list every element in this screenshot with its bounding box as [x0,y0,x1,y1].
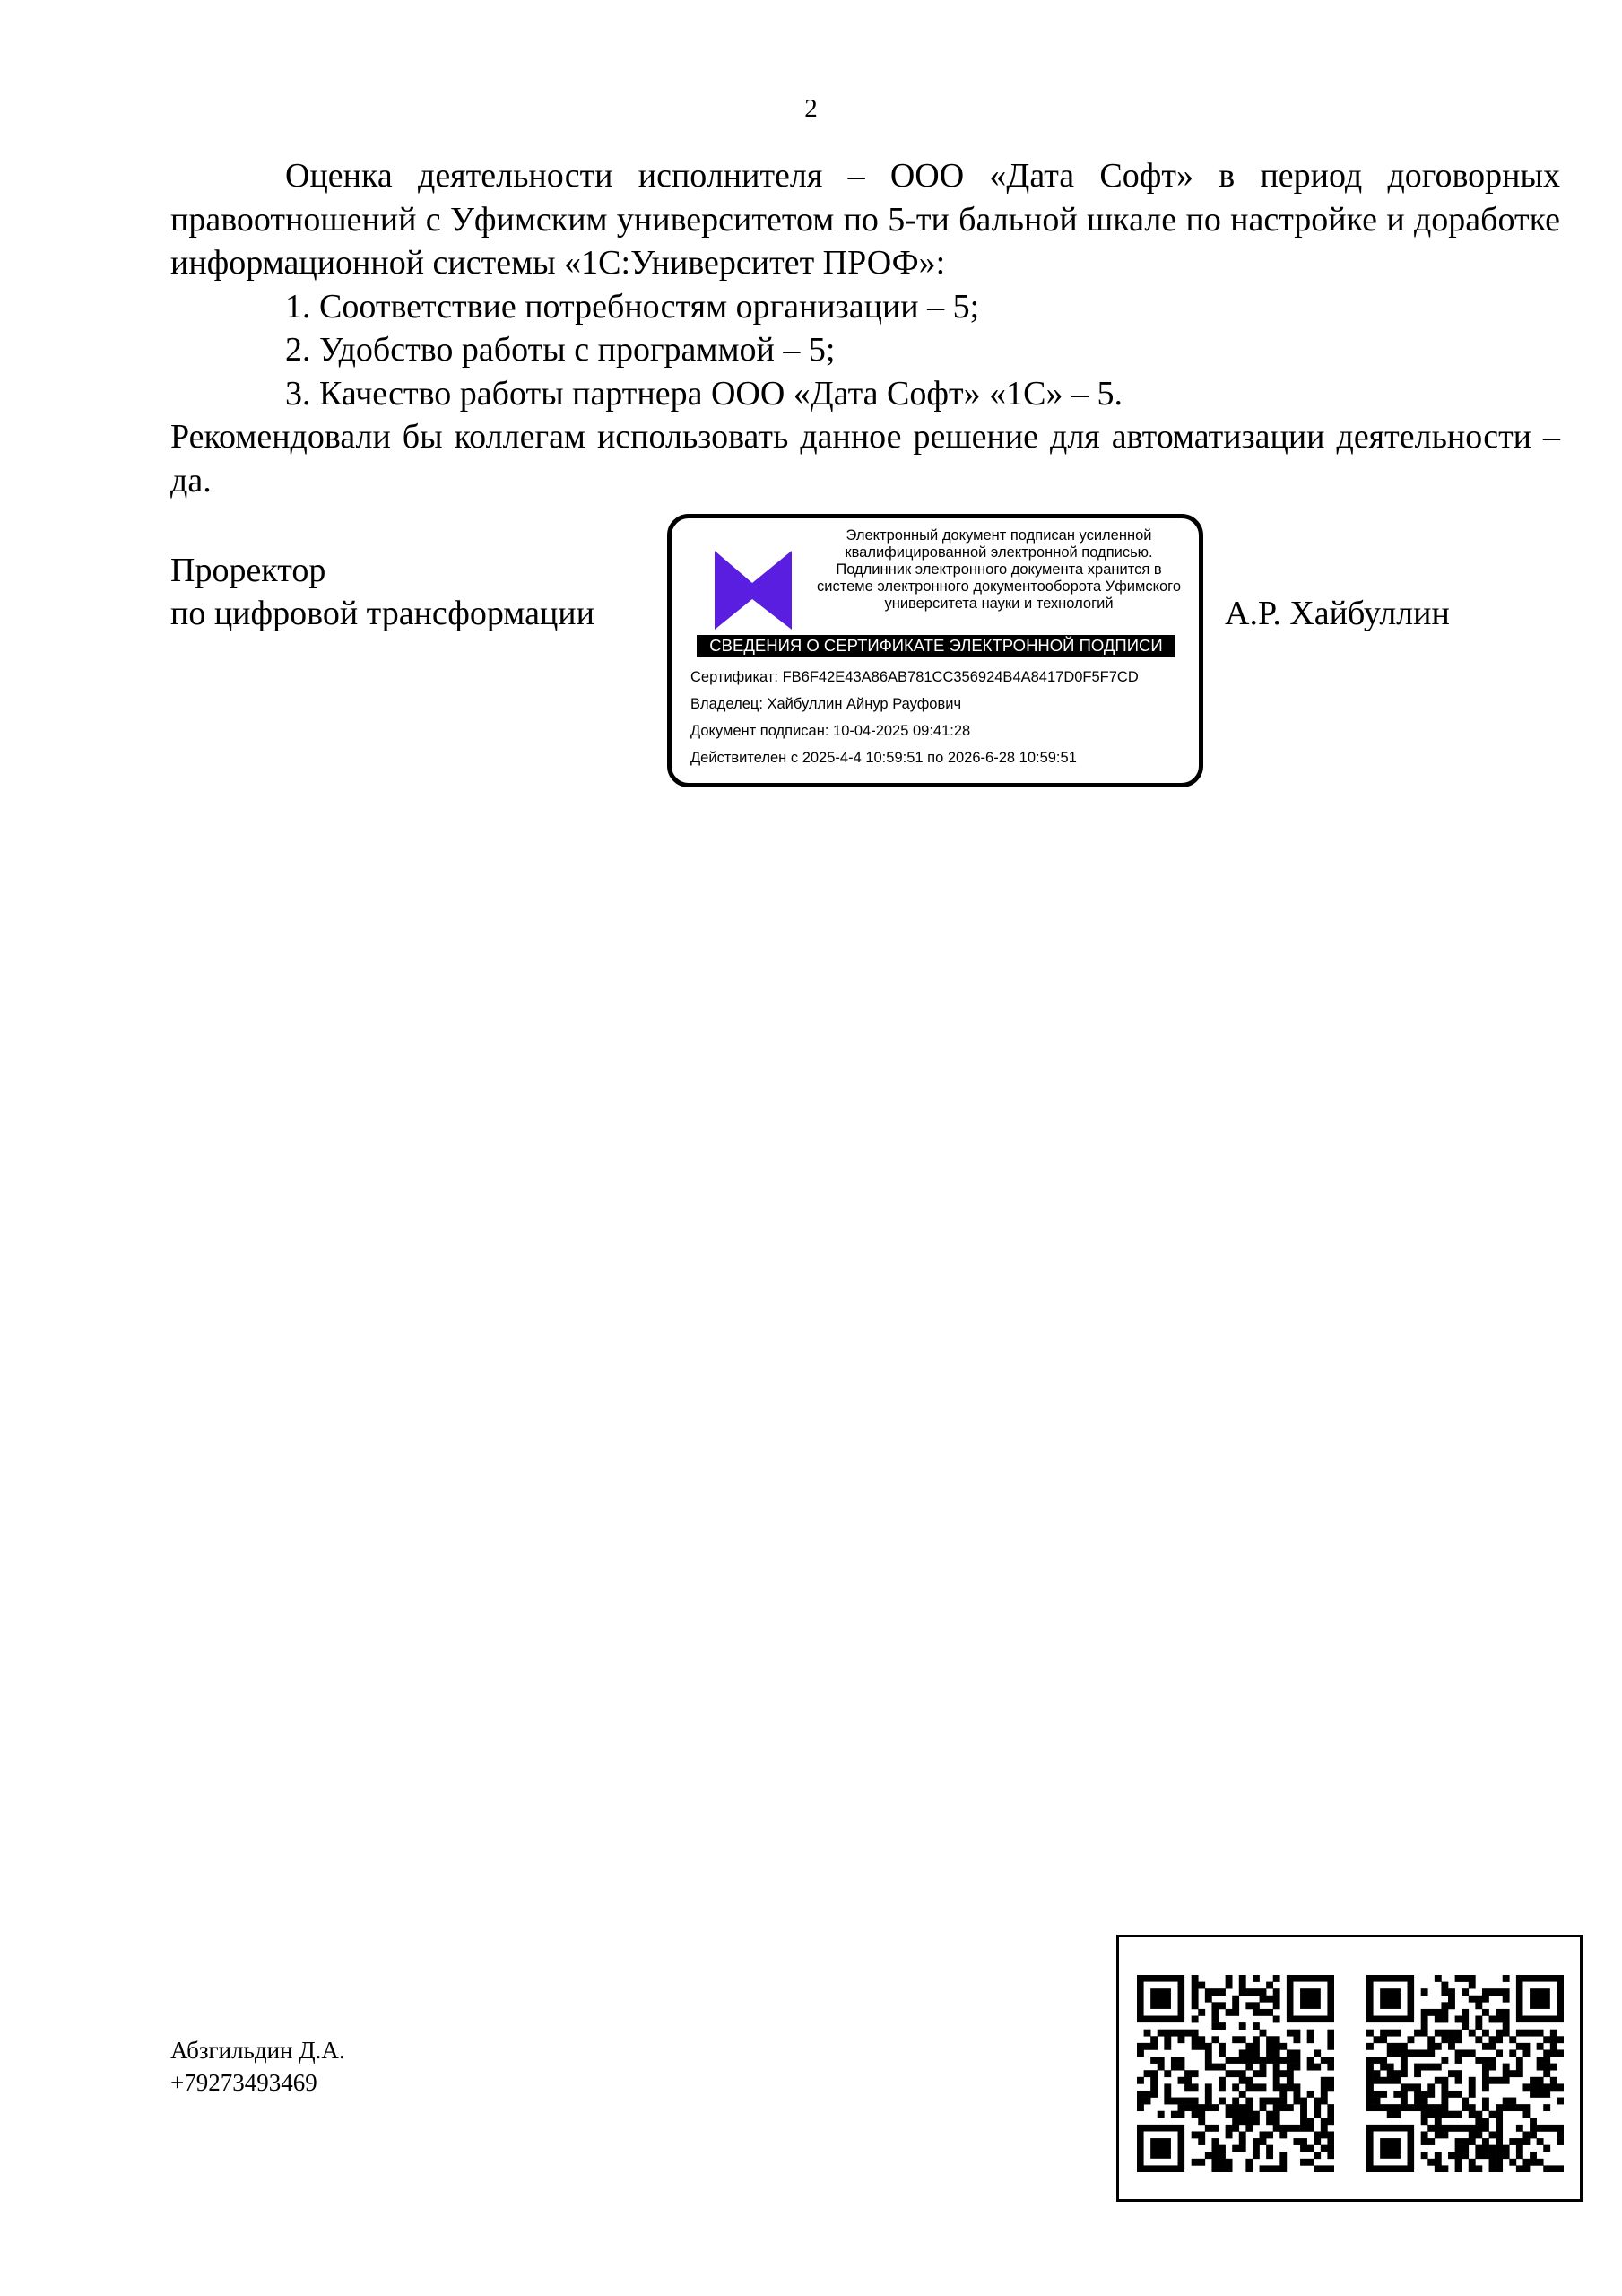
qr-code-icon [1137,1975,1334,2172]
stamp-note: Электронный документ подписан усиленной квалифицированной электронной подписью. Подлинник электронного документа хранится в системе электронного документооборота Уфимского университета науки и технологий [816,527,1182,612]
executor-phone: +79273493469 [170,2069,317,2096]
signer-title-line2: по цифровой трансформации [170,595,594,632]
qr-code-panel [1116,1935,1583,2202]
list-item: 2. Удобство работы с программой – 5; [285,331,836,369]
criteria-list [170,285,1560,416]
certificate-line: Сертификат: FB6F42E43A86AB781CC356924B4A8417D0F5F7CD [690,669,1139,685]
page-number: 2 [804,94,818,123]
list-item: 1. Соответствие потребностям организации – 5; [285,287,980,326]
document-body [170,154,1560,502]
signer-title-line1: Проректор [170,552,326,589]
purple-university-logo-icon [707,544,799,630]
owner-line: Владелец: Хайбуллин Айнур Рауфович [690,696,962,712]
validity-line: Действителен с 2025-4-4 10:59:51 по 2026-6-28 10:59:51 [690,750,1077,766]
recommendation-paragraph: Рекомендовали бы коллегам использовать данное решение для автоматизации деятельности – да. [170,418,1560,500]
executor-info [170,2034,345,2099]
stamp-details [690,664,1193,771]
signed-date-line: Документ подписан: 10-04-2025 09:41:28 [690,723,971,739]
stamp-header: СВЕДЕНИЯ О СЕРТИФИКАТЕ ЭЛЕКТРОННОЙ ПОДПИСИ [697,635,1175,657]
list-item: 3. Качество работы партнера ООО «Дата Софт» «1С» – 5. [285,374,1123,413]
electronic-signature-stamp [667,514,1203,787]
intro-paragraph: Оценка деятельности исполнителя – ООО «Дата Софт» в период договорных правоотношений с Уфимским университетом по 5-ти бальной шкале по настройке и доработке информационной системы «1С:Университет ПРОФ»: [170,157,1560,282]
executor-name: Абзгильдин Д.А. [170,2037,345,2064]
signer-name: А.Р. Хайбуллин [1225,595,1450,632]
signer-title [170,549,594,635]
qr-code-icon [1366,1975,1564,2172]
